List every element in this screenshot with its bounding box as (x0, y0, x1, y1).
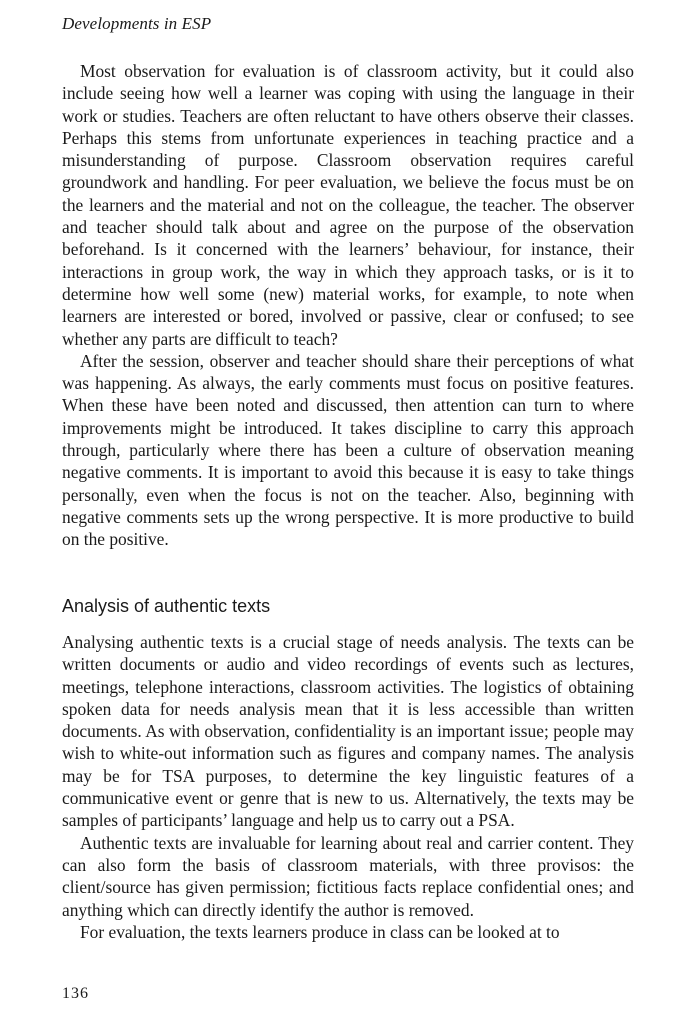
section-observation-text (62, 60, 634, 551)
paragraph: Analysing authentic texts is a crucial stage of needs analysis. The texts can be written documents or audio and video recordings of events such as lectures, meetings, telephone interactions, classroom activities. The logistics of obtaining spoken data for needs analysis mean that it is less accessible than written documents. As with observation, confidentiality is an important issue; people may wish to white-out information such as figures and company names. The analysis may be for TSA purposes, to determine the key linguistic features of a communicative event or genre that is new to us. Alternatively, the texts may be samples of participants’ language and help us to carry out a PSA. (62, 632, 634, 831)
paragraph: For evaluation, the texts learners produce in class can be looked at to (80, 921, 560, 942)
running-head: Developments in ESP (62, 14, 212, 33)
paragraph: Authentic texts are invaluable for learning about real and carrier content. They can also form the basis of classroom materials, with three provisos: the client/source has given permission; fictitious facts replace confidential ones; and anything which can directly identify the author is removed. (62, 832, 634, 920)
paragraph: Most observation for evaluation is of classroom activity, but it could also include seeing how well a learner was coping with using the language in their work or studies. Teachers are often reluctant to have others observe their classes. Perhaps this stems from unfortunate experiences in teaching practice and a misunderstanding of purpose. Classroom observation requires careful groundwork and handling. For peer evaluation, we believe the focus must be on the learners and the material and not on the colleague, the teacher. The observer and teacher should talk about and agree on the purpose of the observation beforehand. Is it concerned with the learners’ behaviour, for instance, their interactions in group work, the way in which they approach tasks, or is it to determine how well some (new) material works, for example, to note when learners are interested or bored, involved or passive, clear or confused; to see whether any parts are difficult to teach? (62, 61, 634, 349)
section-authentic-texts (62, 631, 634, 943)
page-number: 136 (62, 985, 89, 1002)
paragraph: After the session, observer and teacher should share their perceptions of what was happening. As always, the early comments must focus on positive features. When these have been noted and discussed, then attention can turn to where improvements might be introduced. It takes discipline to carry this approach through, particularly where there has been a culture of observation meaning negative comments. It is important to avoid this because it is easy to take things personally, even when the focus is not on the teacher. Also, beginning with negative comments sets up the wrong perspective. It is more productive to build on the positive. (62, 350, 634, 550)
section-heading: Analysis of authentic texts (62, 596, 271, 616)
